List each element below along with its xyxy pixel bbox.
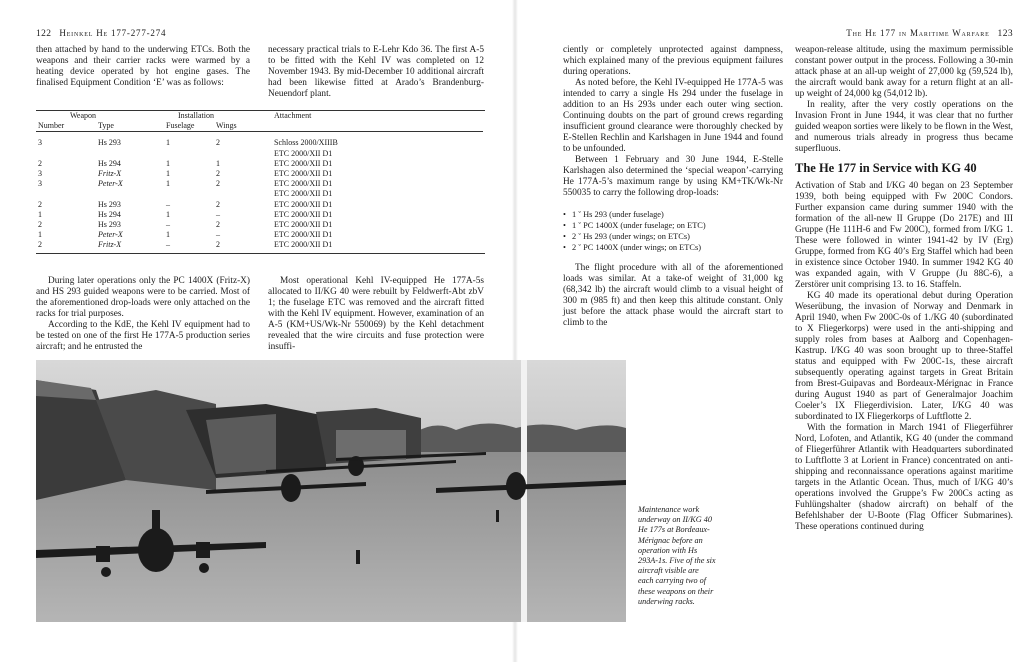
section-heading: The He 177 in Service with KG 40 (795, 161, 977, 175)
paragraph: KG 40 made its operational debut during Operation Weserübung, the invasion of Norway and Denmark in April 1940, when Fw 200C-0s of 1./KG 40 (subordinated to X Fliegerkorps) were used in the anti-shipping and supply roles from bases at Aalborg and Copenhagen-Kastrup. I/KG 40 was soon brought up to three-Staffel status and equipped with Fw 200C-1s, these aircraft subsequently operating against targets in Great Britain from Brest-Guipavas and Bordeaux-Mérignac in France during August 1940 as part of Generalmajor Joachim Coeler’s IX Fliegerdivision. Later, I/KG 40 was subordinated to IX Fliegerkorps of Luftflotte 2. (795, 291, 1013, 422)
table-cell-number: 1 (38, 209, 42, 219)
table-cell-fuselage: 1 (166, 158, 170, 168)
table-cell-number: 3 (38, 138, 42, 148)
photo-caption: Maintenance work underway on II/KG 40 He 177s at Bordeaux-Mérignac before an operation with Hs 293A-1s. Five of the six aircraft visible are each carrying two of these weapons on their underwing racks. (638, 505, 716, 606)
table-cell-fuselage: – (166, 199, 170, 209)
table-cell-number: 3 (38, 169, 42, 179)
table-cell-fuselage: 1 (166, 138, 170, 148)
table-cell-fuselage: 1 (166, 209, 170, 219)
table-row (36, 210, 483, 220)
table-cell-type: Hs 293 (98, 220, 121, 230)
left-page-number: 122 (36, 29, 52, 39)
table-row (36, 200, 483, 210)
table-header (272, 121, 483, 132)
right-col1 (563, 45, 783, 329)
table-cell-wings: 2 (216, 199, 220, 209)
paragraph: Activation of Stab and I/KG 40 began on 23 September 1939, both being equipped with Fw 200C Condors. Further expansion came during summer 1940 with the formation of the all-new II Gruppe (Do 217E) and III Gruppe (He 111H-6 and Fw 200C), formed from I/KG 1. These were followed in winter 1941-42 by IV (Erg) Gruppe, formed from KG 40’s Erg Staffel which had been in existence since October 1940. In summer 1942 KG 40 was expanded again, with V Gruppe (Ju 88C-6), a Zerstörer unit comprising 13. to 16. Staffeln. (795, 181, 1013, 290)
table-cell-type: Hs 293 (98, 138, 121, 148)
table-cell-wings: 2 (216, 138, 220, 148)
table-cell-number: 2 (38, 220, 42, 230)
left-col2-top (268, 45, 484, 100)
table-cell-number (36, 149, 96, 159)
table-cell-attachment: ETC 2000/XII D1 (274, 179, 333, 189)
table-cell-type: Hs 294 (98, 209, 121, 219)
table-cell-wings: 2 (216, 220, 220, 230)
hangar-photo-image (36, 360, 626, 622)
left-running-head (36, 28, 166, 39)
paragraph: ciently or completely unprotected against dampness, which explained many of the previous equipment failures during operations. (563, 45, 783, 77)
paragraph: In reality, after the very costly operations on the Invasion Front in June 1944, it was clear that no further guided weapon sorties were likely to be flown in the West, and numerous trials already in progress thus became superfluous. (795, 100, 1013, 154)
table-cell-wings: – (216, 230, 220, 240)
table-cell-number: 2 (38, 240, 42, 250)
table-row (36, 220, 483, 230)
table-cell-number: 3 (38, 179, 42, 189)
equipment-table (36, 111, 483, 251)
table-row (36, 240, 483, 250)
table-row (36, 230, 483, 240)
table-cell-number (36, 189, 96, 199)
table-row (36, 138, 483, 148)
list-item: • 2 ˇ PC 1400X (under wings; on ETCs) (563, 242, 783, 253)
paragraph: During later operations only the PC 1400X (Fritz-X) and HS 293 guided weapons were to be carried. Most of the aforementioned drop-loads were only attached on the racks for trial purposes. (36, 276, 250, 319)
left-col2-bottom (268, 276, 484, 353)
table-header: Number (38, 121, 65, 131)
paragraph: then attached by hand to the underwing ETCs. Both the weapons and their carrier racks were warmed by a heating device operated by hot engine gases. The finalised Equipment Condition ‘E’ was as follows: (36, 45, 250, 88)
table-cell-type: Fritz-X (98, 169, 122, 179)
table-cell-type: Hs 293 (98, 199, 121, 209)
table-cell-attachment: Schloss 2000/XIIIB (274, 138, 338, 148)
list-item: • 2 ˇ Hs 293 (under wings; on ETCs) (563, 231, 783, 242)
table-cell-type: Fritz-X (98, 240, 122, 250)
table-cell-fuselage: 1 (166, 179, 170, 189)
table-header: Type (98, 121, 114, 131)
table-cell-attachment: ETC 2000/XII D1 (274, 169, 333, 179)
paragraph: weapon-release altitude, using the maximum permissible constant power output in the process. Following a 30-min attack phase at an all-up weight of 27,000 kg (59,524 lb), the aircraft would bank away for a return flight at an all-up weight of 24,000 kg (54,012 lb). (795, 45, 1013, 99)
table-cell-number: 2 (38, 199, 42, 209)
table-cell-wings: 2 (216, 240, 220, 250)
paragraph: Most operational Kehl IV-equipped He 177A-5s allocated to II/KG 40 were rebuilt by Feldwerft-Abt zbV 1; the fuselage ETC was removed and the aircraft fitted with the Kehl IV equipment. However, examination of an A-5 (KM+US/Wk-Nr 550069) by the Kehl detachment revealed that the wire circuits and fuse protection were insuffi- (268, 276, 484, 352)
table-cell-attachment: ETC 2000/XII D1 (274, 240, 333, 250)
table-cell-attachment: ETC 2000/XII D1 (274, 158, 333, 168)
table-group-header: Installation (178, 111, 214, 120)
table-cell-number: 1 (38, 230, 42, 240)
table-cell-wings (214, 189, 272, 199)
paragraph: Between 1 February and 30 June 1944, E-Stelle Karlshagen also determined the ‘special weapon’-carrying He 177A-5’s maximum range by using KM+TK/Wk-Nr 550035 to carry the following drop-loads: (563, 155, 783, 198)
drop-load-list (563, 209, 783, 253)
table-body (36, 138, 483, 250)
table-cell-attachment: ETC 2000/XII D1 (274, 220, 333, 230)
table-group-header: Attachment (274, 111, 312, 120)
table-cell-type: Peter-X (98, 179, 123, 189)
paragraph: The flight procedure with all of the aforementioned loads was similar. At a take-of weight of 31,000 kg (68,342 lb) the aircraft would climb to a visual height of 300 m (985 ft) and then keep this altitude constant. Only just before the attack phase would the aircraft start to climb to the (563, 263, 783, 328)
table-row (36, 189, 483, 199)
table-cell-fuselage (164, 189, 214, 199)
list-item: • 1 ˇ PC 1400X (under fuselage; on ETC) (563, 220, 783, 231)
paragraph: According to the KdE, the Kehl IV equipment had to be tested on one of the first He 177A-5 production series aircraft; and he entrusted the (36, 320, 250, 352)
table-row (36, 159, 483, 169)
table-cell-attachment: ETC 2000/XII D1 (274, 230, 333, 240)
table-row (36, 169, 483, 179)
table-header: Wings (216, 121, 237, 131)
paragraph: necessary practical trials to E-Lehr Kdo 36. The first A-5 to be fitted with the Kehl IV was completed on 12 November 1943. By mid-December 10 additional aircraft had been likewise fitted at Arado’s Brandenburg-Neuendorf plant. (268, 45, 484, 99)
table-cell-wings: 2 (216, 179, 220, 189)
table-cell-type (96, 149, 164, 159)
table-cell-wings: 1 (216, 158, 220, 168)
table-cell-type: Hs 294 (98, 158, 121, 168)
table-cell-wings: – (216, 209, 220, 219)
list-item: • 1 ˇ Hs 293 (under fuselage) (563, 209, 783, 220)
table-cell-fuselage: 1 (166, 169, 170, 179)
right-page-number: 123 (997, 29, 1013, 39)
table-cell-type (96, 189, 164, 199)
left-running-title: Heinkel He 177-277-274 (59, 28, 167, 38)
table-cell-attachment: ETC 2000/XII D1 (274, 209, 333, 219)
hangar-photo (36, 360, 626, 622)
table-cell-type: Peter-X (98, 230, 123, 240)
table-cell-wings (214, 149, 272, 159)
table-bottom-rule (36, 253, 485, 254)
table-cell-attachment: ETC 2000/XII D1 (274, 148, 333, 158)
table-group-header: Weapon (70, 111, 97, 120)
table-header: Fuselage (166, 121, 195, 131)
table-cell-fuselage (164, 149, 214, 159)
table-cell-fuselage: 1 (166, 230, 170, 240)
table-row (36, 179, 483, 189)
left-col1-bottom (36, 276, 250, 353)
table-cell-fuselage: – (166, 220, 170, 230)
right-running-title: The He 177 in Maritime Warfare (846, 28, 990, 38)
table-cell-number: 2 (38, 158, 42, 168)
table-cell-wings: 2 (216, 169, 220, 179)
table-cell-fuselage: – (166, 240, 170, 250)
table-cell-attachment: ETC 2000/XII D1 (274, 199, 333, 209)
right-col2 (795, 45, 1013, 533)
table-cell-attachment: ETC 2000/XII D1 (274, 189, 333, 199)
table-row (36, 149, 483, 159)
paragraph: With the formation in March 1941 of Fliegerführer Nord, Lofoten, and Atlantik, KG 40 (under the command of Fliegerführer Atlantik with Headquarters subordinated to Luftflotte 3 at Lorient in France) concentrated on anti-shipping and reconnaissance operations against maritime targets in the Atlantic Ocean. Thus, much of I/KG 40’s operations involved the Gruppe’s Fw 200Cs acting as Fuhlüngshalter (shadow aircraft) on behalf of the Befehlshaber der U-Boote (Flag Officer Submarines). These operations continued during (795, 423, 1013, 532)
left-col1-top (36, 45, 250, 89)
paragraph: As noted before, the Kehl IV-equipped He 177A-5 was intended to carry a single Hs 294 under the fuselage in addition to an Hs 293s under each outer wing section. Continuing doubts on the part of ground crews regarding insufficient ground clearance were thoroughly checked by E-Stellen Rechlin and Karlshagen in June 1944 and found to be unfounded. (563, 78, 783, 154)
right-running-head (846, 28, 1013, 39)
